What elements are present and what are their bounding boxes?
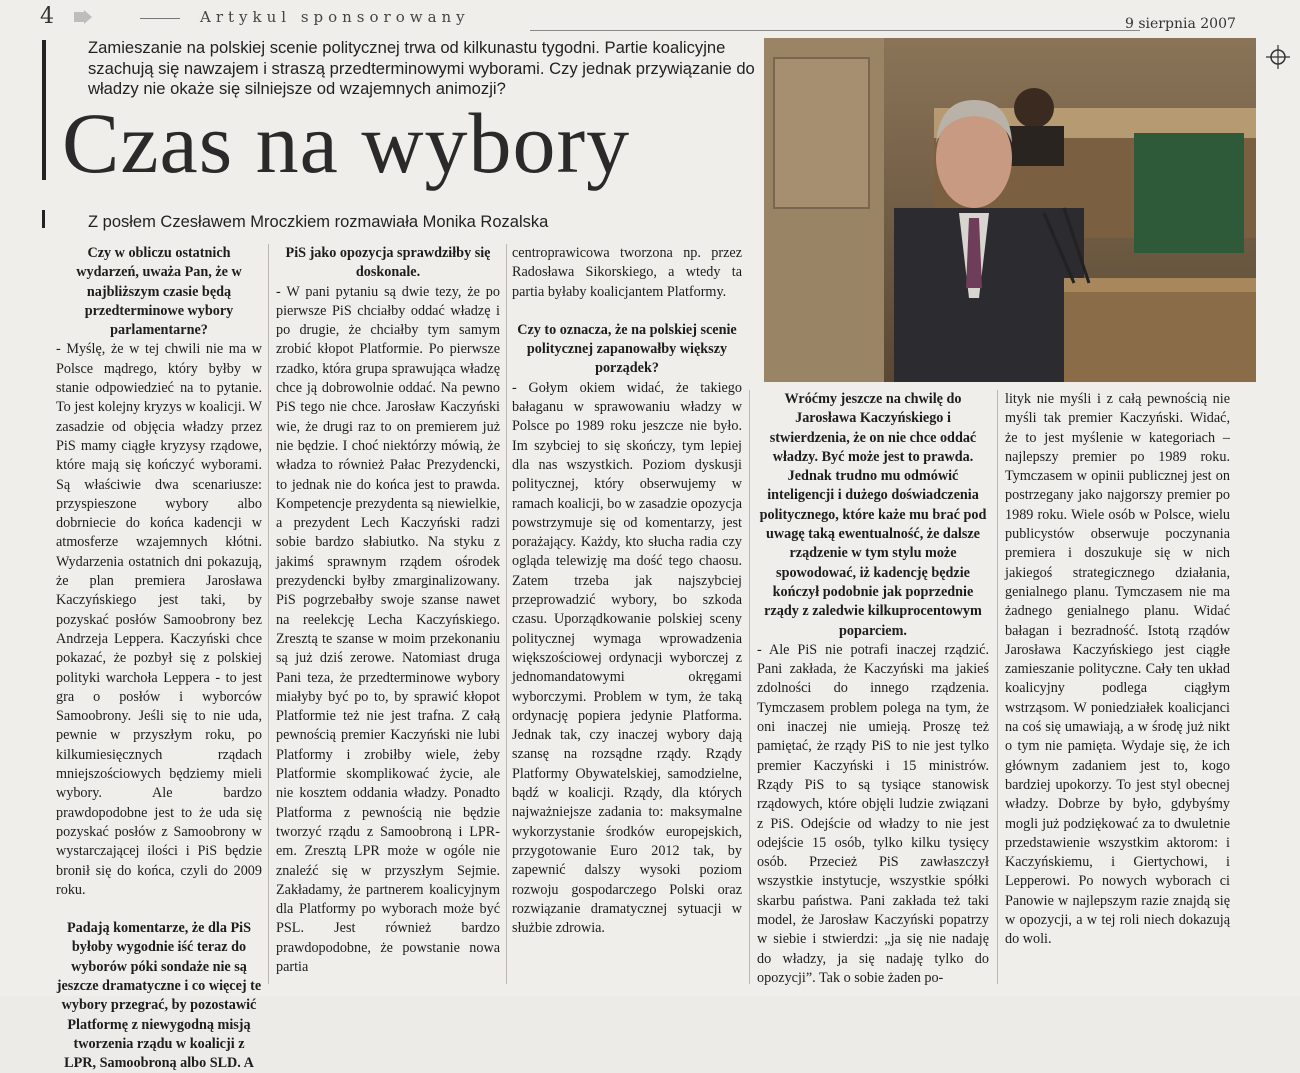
interview-answer: - Gołym okiem widać, że takiego bałaganu w sprawowaniu władzy w Polsce po 1989 roku jeszcze nie było. Im szybciej to się skończy, tym lepiej dla nas wszystkich. Poziom dyskusji politycznej, który obserwujemy w ramach koalicji, bo w zasadzie opozycja powstrzymuje się od komentarzy, jest porażający. Każdy, kto słucha radia czy ogląda telewizję ma dość tego chaosu. Zatem trzeba jak najszybciej przeprowadzić wybory, bo szkoda czasu. Uporządkowanie polskiej sceny politycznej wymaga wprowadzenia większościowej ordynacji wyborczej z jednomandatowymi okręgami wyborczymi. Problem w tym, że taką ordynację popiera jedynie Platforma. Jednak tak, czy inaczej wybory dają szansę na rozsądne rządy. Rządy Platformy Obywatelskiej, samodzielne, bądź w koalicji. Rządy, dla których najważniejsze zadania to: maksymalne wykorzystanie środków europejskich, przygotowanie Euro 2012 tak, by zapewnić dalszy wysoki poziom rozwoju gospodarczego Polski oraz rozwiązanie dramatycznej sytuacji w służbie zdrowia. <box>512 379 742 937</box>
header-rule-long <box>530 30 1140 31</box>
interview-answer: - Myślę, że w tej chwili nie ma w Polsce mądrego, który byłby w stanie odpowiedzieć na to pytanie. To jest kolejny kryzys w koalicji. W zasadzie od objęcia władzy przez PiS mamy ciągłe kryzysy rządowe, które mają się kończyć wyborami. Są właściwie dwa scenariusze: przyspieszone wybory albo dobrniecie do końca kadencji w atmosferze wzajemnych kłótni. Wydarzenia ostatnich dni pokazują, że plan premiera Jarosława Kaczyńskiego jest taki, by pozyskać posłów Samoobrony bez Andrzeja Leppera. Kaczyński chce pokazać, że pozbył się z polskiej polityki warchoła Leppera - to jest gra o posłów i wyborców Samoobrony. Jeśli się to nie uda, pewnie w przyszłym roku, po kilkumiesięcznych rządach mniejszościowych będziemy mieli wybory. Ale bardzo prawdopodobne jest to że uda się pozyskać posłów z Samoobrony w wystarczającej ilości i PiS będzie bronił się do końca, czyli do 2009 roku. <box>56 341 262 898</box>
arrow-icon <box>74 10 92 24</box>
text-column-3 <box>512 244 742 938</box>
column-divider <box>268 244 269 984</box>
header-rule <box>140 18 180 19</box>
interview-answer: lityk nie myśli i z całą pewnością nie myśli tak premier Kaczyński. Widać, że to jest myślenie w kategoriach – najlepszy premier po 1989 roku. Tymczasem w opinii publicznej jest on postrzegany jako najgorszy premier po 1989 roku. Wiele osób w Polsce, wielu publicystów obserwuje poczynania premiera i doszukuje się w nich jakiegoś strategicznego działania, genialnego planu. Tymczasem nie ma żadnego genialnego planu. Widać bałagan i bezradność. Istotą rządów Jarosława Kaczyńskiego jest ciągłe zamieszanie polityczne. Cały ten układ koalicyjny podlega ciągłym wstrząsom. W poniedziałek koalicjanci na coś się umawiają, a w środę już nikt o tym nie pamięta. Wydaje się, że ich głównym zadaniem jest to, kogo bardziej upokorzy. To jest styl obecnej władzy. Dobrze by było, gdybyśmy mogli już podziękować za to dwuletnie przedstawienie wszystkim aktorom: i Kaczyńskiemu, i Giertychowi, i Lepperowi. Po nowych wyborach ci Panowie w najlepszym razie znajdą się w opozycji, a w tej roli niech dokazują do woli. <box>1005 391 1230 948</box>
column-divider <box>749 390 750 984</box>
column-divider <box>506 244 507 984</box>
left-accent-bar-small <box>42 210 45 228</box>
article-byline: Z posłem Czesławem Mroczkiem rozmawiała Monika Rozalska <box>88 213 549 231</box>
page-header <box>30 4 1270 30</box>
article-headline: Czas na wybory <box>62 95 631 191</box>
interview-question: Czy to oznacza, że na polskiej scenie politycznej zapanowałby większy porządek? <box>517 321 737 377</box>
text-column-2 <box>276 244 500 977</box>
interview-question: PiS jako opozycja sprawdziłby się doskonale. <box>285 245 491 281</box>
text-column-1 <box>56 244 262 1073</box>
interview-answer: - W pani pytaniu są dwie tezy, że po pierwsze PiS chciałby oddać władzę i po drugie, że chciałby tym samym zrobić kłopot Platformie. Po pierwsze rzadko, która grupa sprawująca władzę chce ją dobrowolnie oddać. Na pewno PiS tego nie chce. Jarosław Kaczyński wie, że drugi raz to on premierem już nie będzie. I choć niektórzy mówią, że władza to również Pałac Prezydencki, to jednak nie do końca jest to prawda. Kompetencje prezydenta są niewielkie, a prezydent Lech Kaczyński radzi sobie bardzo słabiutko. Na styku z jakimś sprawnym rządem ośrodek prezydencki byłby zmarginalizowany. PiS pogrzebałby swoje szanse nawet na reelekcję Lecha Kaczyńskiego. Zresztą te szanse w moim przekonaniu są już dziś zerowe. Natomiast druga Pani teza, że przedterminowe wybory miałyby być po to, by sprawić kłopot Platformie też nie jest trafna. Z całą pewnością premier Kaczyński nie lubi Platformy i zrobiłby wiele, żeby Platformie skomplikować życie, ale nie kosztem oddania władzy. Ponadto Platforma z pewnością nie będzie tworzyć rządu z Samoobroną i LPR-em. Zresztą LPR może w ogóle nie znaleźć się w przyszłym Sejmie. Zakładamy, że partnerem koalicyjnym dla Platformy po wyborach może być PSL. Jest również bardzo prawdopodobne, że powstanie nowa partia <box>276 283 500 975</box>
interview-answer: centroprawicowa tworzona np. przez Radosława Sikorskiego, a wtedy ta partia byłaby koalicjantem Platformy. <box>512 245 742 300</box>
page-number: 4 <box>40 4 54 29</box>
text-column-5 <box>1005 390 1230 950</box>
article-lead: Zamieszanie na polskiej scenie politycznej trwa od kilkunastu tygodni. Partie koalicyjne szachują się nawzajem i straszą przedterminowymi wyborami. Czy jednak przywiązanie do władzy nie okaże się silniejsze od wzajemnych animozji? <box>88 38 755 98</box>
column-divider <box>997 390 998 984</box>
section-label: Artykul sponsorowany <box>200 8 470 26</box>
text-column-4 <box>757 390 989 988</box>
interview-question: Wróćmy jeszcze na chwilę do Jarosława Kaczyńskiego i stwierdzenia, że on nie chce oddać władzy. Być może jest to prawda. Jednak trudno mu odmówić inteligencji i dużego doświadczenia politycznego, które każe mu brać pod uwagę taką ewentualność, że dalsze rządzenie w tym stylu może spowodować, iż kadencję będzie kończył podobnie jak poprzednie rządy z zaledwie kilkuprocentowym poparciem. <box>759 391 987 639</box>
issue-date: 9 sierpnia 2007 <box>1125 16 1236 32</box>
left-accent-bar <box>42 40 46 180</box>
interview-question: Czy w obliczu ostatnich wydarzeń, uważa Pan, że w najbliższym czasie będą przedterminowe wybory parlamentarne? <box>76 245 242 339</box>
interview-question: Padają komentarze, że dla PiS byłoby wygodnie iść teraz do wyborów póki sondaże nie są jeszcze dramatyczne i co więcej te wybory przegrać, by pozostawić Platformę z niewygodną misją tworzenia rządu w koalicji z LPR, Samoobroną albo SLD. A <box>56 920 262 1072</box>
registration-mark-icon <box>1266 45 1290 69</box>
politician-photo <box>764 38 1256 382</box>
interview-answer: - Ale PiS nie potrafi inaczej rządzić. Pani zakłada, że Kaczyński ma jakieś zdolności do innego rządzenia. Tymczasem problem polega na tym, że oni inaczej nie umieją. Proszę też pamiętać, że rządy PiS to nie jest tylko premier Kaczyński i 15 ministrów. Rządy PiS to są tysiące stanowisk rządowych, które objęli ludzie związani z PiS. Odejście od władzy to nie jest odejście 15 osób, tylko kilku tysięcy osób. Przecież PiS zawłaszczył wszystkie instytucje, wszystkie spółki skarbu państwa. Pani zakłada też taki model, że Jarosław Kaczyński popatrzy w siebie i stwierdzi: „ja się nie nadaję do władzy, ja się nadaję tylko do opozycji”. Tak o sobie żaden po- <box>757 641 989 986</box>
